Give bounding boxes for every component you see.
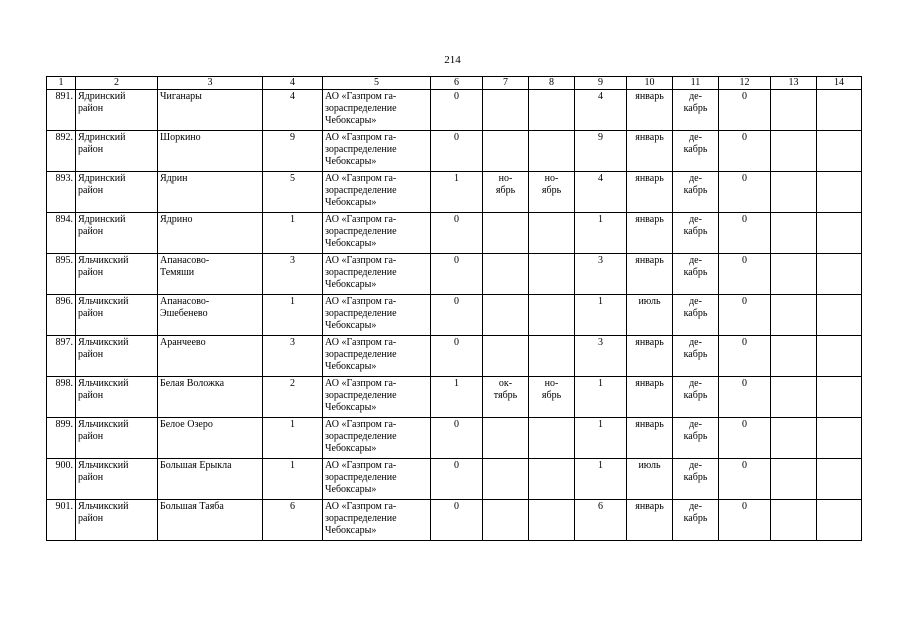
locality-cell-line: Большая Ерыкла <box>160 460 232 471</box>
col8-cell-line: но- <box>544 173 559 184</box>
col13-cell <box>771 418 817 459</box>
organization-cell-line: Чебоксары» <box>325 484 377 495</box>
col11-cell <box>673 213 719 254</box>
col11-cell-line: кабрь <box>683 308 708 319</box>
table-row <box>47 172 862 213</box>
district-cell-line: район <box>78 185 104 196</box>
organization-cell-line: зораспределение <box>325 144 397 155</box>
col9-cell: 4 <box>575 172 627 213</box>
page-number: 214 <box>444 54 461 66</box>
locality-cell <box>158 295 263 336</box>
col10-cell: июль <box>627 459 673 500</box>
locality-cell <box>158 377 263 418</box>
col11-cell-line: кабрь <box>683 513 708 524</box>
col7-cell <box>483 418 529 459</box>
column-header-5: 5 <box>323 77 431 90</box>
district-cell <box>76 90 158 131</box>
col9-cell: 1 <box>575 459 627 500</box>
district-cell-line: Ядринский <box>78 173 126 184</box>
district-cell <box>76 418 158 459</box>
col14-cell <box>817 459 862 500</box>
col10-cell: июль <box>627 295 673 336</box>
count-cell: 3 <box>263 336 323 377</box>
col11-cell <box>673 172 719 213</box>
col6-cell: 0 <box>431 295 483 336</box>
col11-cell <box>673 254 719 295</box>
organization-cell <box>323 131 431 172</box>
district-cell <box>76 131 158 172</box>
col11-cell-line: де- <box>689 91 702 102</box>
district-cell <box>76 500 158 541</box>
organization-cell-line: Чебоксары» <box>325 115 377 126</box>
row-number: 898. <box>47 377 76 418</box>
col8-cell <box>529 459 575 500</box>
col11-cell <box>673 418 719 459</box>
col9-cell: 3 <box>575 336 627 377</box>
district-cell <box>76 377 158 418</box>
locality-cell-line: Аранчеево <box>160 337 206 348</box>
district-cell-line: район <box>78 103 104 114</box>
organization-cell-line: Чебоксары» <box>325 525 377 536</box>
locality-cell-line: Темяши <box>160 267 195 278</box>
count-cell: 1 <box>263 418 323 459</box>
count-cell: 4 <box>263 90 323 131</box>
row-number: 891. <box>47 90 76 131</box>
col12-cell: 0 <box>719 336 771 377</box>
col12-cell: 0 <box>719 172 771 213</box>
district-cell <box>76 459 158 500</box>
col8-cell <box>529 172 575 213</box>
district-cell-line: район <box>78 144 104 155</box>
col6-cell: 0 <box>431 213 483 254</box>
col12-cell: 0 <box>719 254 771 295</box>
col13-cell <box>771 377 817 418</box>
locality-cell-line: Ядрин <box>160 173 188 184</box>
locality-cell <box>158 418 263 459</box>
district-cell-line: район <box>78 390 104 401</box>
locality-cell <box>158 500 263 541</box>
district-cell-line: район <box>78 267 104 278</box>
col10-cell: январь <box>627 336 673 377</box>
column-header-13: 13 <box>771 77 817 90</box>
locality-cell <box>158 254 263 295</box>
col8-cell-line: ябрь <box>541 390 562 401</box>
col7-cell-line: но- <box>498 173 513 184</box>
col12-cell: 0 <box>719 213 771 254</box>
count-cell: 3 <box>263 254 323 295</box>
col11-cell-line: кабрь <box>683 390 708 401</box>
organization-cell <box>323 254 431 295</box>
col12-cell: 0 <box>719 90 771 131</box>
column-header-8: 8 <box>529 77 575 90</box>
col11-cell <box>673 459 719 500</box>
organization-cell-line: АО «Газпром га- <box>325 255 397 266</box>
district-cell-line: район <box>78 472 104 483</box>
col6-cell: 0 <box>431 418 483 459</box>
organization-cell-line: зораспределение <box>325 472 397 483</box>
column-header-11: 11 <box>673 77 719 90</box>
column-header-2: 2 <box>76 77 158 90</box>
header-row <box>47 77 862 90</box>
col9-cell: 4 <box>575 90 627 131</box>
organization-cell-line: АО «Газпром га- <box>325 173 397 184</box>
organization-cell-line: АО «Газпром га- <box>325 501 397 512</box>
col12-cell: 0 <box>719 500 771 541</box>
col7-cell-line: ок- <box>498 378 513 389</box>
col14-cell <box>817 131 862 172</box>
col6-cell: 0 <box>431 131 483 172</box>
row-number: 892. <box>47 131 76 172</box>
organization-cell-line: зораспределение <box>325 267 397 278</box>
organization-cell <box>323 418 431 459</box>
col10-cell: январь <box>627 418 673 459</box>
col10-cell: январь <box>627 131 673 172</box>
organization-cell-line: Чебоксары» <box>325 279 377 290</box>
col7-cell <box>483 213 529 254</box>
row-number: 897. <box>47 336 76 377</box>
col10-cell: январь <box>627 500 673 541</box>
col8-cell-line: но- <box>544 378 559 389</box>
col7-cell-line: тябрь <box>493 390 518 401</box>
col12-cell: 0 <box>719 459 771 500</box>
table-row <box>47 254 862 295</box>
district-cell <box>76 172 158 213</box>
district-cell-line: район <box>78 308 104 319</box>
locality-cell <box>158 336 263 377</box>
col8-cell <box>529 336 575 377</box>
col9-cell: 6 <box>575 500 627 541</box>
col13-cell <box>771 90 817 131</box>
col7-cell <box>483 90 529 131</box>
district-cell <box>76 254 158 295</box>
col14-cell <box>817 500 862 541</box>
organization-cell-line: АО «Газпром га- <box>325 419 397 430</box>
organization-cell-line: зораспределение <box>325 349 397 360</box>
organization-cell-line: Чебоксары» <box>325 320 377 331</box>
organization-cell <box>323 213 431 254</box>
row-number: 894. <box>47 213 76 254</box>
col7-cell <box>483 172 529 213</box>
col12-cell: 0 <box>719 131 771 172</box>
col7-cell <box>483 377 529 418</box>
locality-cell-line: Чиганары <box>160 91 202 102</box>
locality-cell-line: Белое Озеро <box>160 419 213 430</box>
organization-cell <box>323 459 431 500</box>
col6-cell: 0 <box>431 90 483 131</box>
col9-cell: 3 <box>575 254 627 295</box>
district-cell-line: район <box>78 513 104 524</box>
district-cell-line: Яльчикский <box>78 255 129 266</box>
locality-cell <box>158 459 263 500</box>
col6-cell: 0 <box>431 254 483 295</box>
col7-cell <box>483 254 529 295</box>
organization-cell-line: Чебоксары» <box>325 238 377 249</box>
organization-cell-line: зораспределение <box>325 185 397 196</box>
locality-cell-line: Белая Воложка <box>160 378 225 389</box>
column-header-1: 1 <box>47 77 76 90</box>
district-cell-line: Яльчикский <box>78 501 129 512</box>
col11-cell-line: кабрь <box>683 267 708 278</box>
locality-cell-line: Ядрино <box>160 214 193 225</box>
col13-cell <box>771 459 817 500</box>
locality-cell-line: Эшебенево <box>160 308 208 319</box>
organization-cell-line: зораспределение <box>325 390 397 401</box>
locality-cell <box>158 131 263 172</box>
row-number: 900. <box>47 459 76 500</box>
district-cell-line: Яльчикский <box>78 460 129 471</box>
col12-cell: 0 <box>719 377 771 418</box>
organization-cell <box>323 90 431 131</box>
organization-cell <box>323 172 431 213</box>
col6-cell: 0 <box>431 336 483 377</box>
table-row <box>47 213 862 254</box>
table-row <box>47 500 862 541</box>
col6-cell: 0 <box>431 459 483 500</box>
col6-cell: 1 <box>431 377 483 418</box>
col13-cell <box>771 172 817 213</box>
count-cell: 9 <box>263 131 323 172</box>
col8-cell <box>529 377 575 418</box>
col14-cell <box>817 172 862 213</box>
col11-cell-line: де- <box>689 255 702 266</box>
col8-cell <box>529 90 575 131</box>
col7-cell <box>483 295 529 336</box>
row-number: 901. <box>47 500 76 541</box>
col9-cell: 1 <box>575 295 627 336</box>
column-header-14: 14 <box>817 77 862 90</box>
data-table <box>46 76 862 541</box>
col11-cell-line: де- <box>689 296 702 307</box>
locality-cell <box>158 213 263 254</box>
organization-cell-line: АО «Газпром га- <box>325 378 397 389</box>
col11-cell-line: кабрь <box>683 144 708 155</box>
col10-cell: январь <box>627 172 673 213</box>
organization-cell-line: АО «Газпром га- <box>325 91 397 102</box>
organization-cell-line: Чебоксары» <box>325 361 377 372</box>
district-cell-line: Яльчикский <box>78 337 129 348</box>
col13-cell <box>771 131 817 172</box>
col11-cell <box>673 377 719 418</box>
count-cell: 1 <box>263 213 323 254</box>
district-cell-line: Ядринский <box>78 214 126 225</box>
column-header-6: 6 <box>431 77 483 90</box>
col8-cell <box>529 254 575 295</box>
col8-cell <box>529 418 575 459</box>
district-cell-line: Ядринский <box>78 91 126 102</box>
row-number: 895. <box>47 254 76 295</box>
district-cell-line: Яльчикский <box>78 296 129 307</box>
locality-cell-line: Шоркино <box>160 132 201 143</box>
count-cell: 2 <box>263 377 323 418</box>
row-number: 896. <box>47 295 76 336</box>
organization-cell-line: зораспределение <box>325 431 397 442</box>
col11-cell <box>673 131 719 172</box>
organization-cell-line: Чебоксары» <box>325 402 377 413</box>
district-cell-line: район <box>78 349 104 360</box>
col11-cell <box>673 90 719 131</box>
table-row <box>47 90 862 131</box>
table-body <box>47 90 862 541</box>
table-row <box>47 336 862 377</box>
col14-cell <box>817 254 862 295</box>
col8-cell-line: ябрь <box>541 185 562 196</box>
col11-cell <box>673 295 719 336</box>
organization-cell-line: зораспределение <box>325 513 397 524</box>
locality-cell-line: Апанасово- <box>160 255 210 266</box>
col11-cell-line: де- <box>689 214 702 225</box>
row-number: 899. <box>47 418 76 459</box>
col11-cell <box>673 336 719 377</box>
col14-cell <box>817 336 862 377</box>
column-header-3: 3 <box>158 77 263 90</box>
organization-cell-line: зораспределение <box>325 103 397 114</box>
district-cell <box>76 336 158 377</box>
locality-cell <box>158 172 263 213</box>
locality-cell-line: Апанасово- <box>160 296 210 307</box>
col14-cell <box>817 295 862 336</box>
col7-cell <box>483 131 529 172</box>
col13-cell <box>771 254 817 295</box>
locality-cell-line: Большая Таяба <box>160 501 224 512</box>
col11-cell-line: кабрь <box>683 349 708 360</box>
col14-cell <box>817 213 862 254</box>
col8-cell <box>529 213 575 254</box>
col9-cell: 9 <box>575 131 627 172</box>
col11-cell-line: де- <box>689 378 702 389</box>
organization-cell <box>323 377 431 418</box>
row-number: 893. <box>47 172 76 213</box>
organization-cell-line: АО «Газпром га- <box>325 296 397 307</box>
count-cell: 1 <box>263 459 323 500</box>
col13-cell <box>771 336 817 377</box>
col8-cell <box>529 131 575 172</box>
organization-cell-line: Чебоксары» <box>325 443 377 454</box>
district-cell-line: Ядринский <box>78 132 126 143</box>
col11-cell-line: де- <box>689 173 702 184</box>
col6-cell: 0 <box>431 500 483 541</box>
district-cell-line: район <box>78 226 104 237</box>
col14-cell <box>817 377 862 418</box>
column-header-4: 4 <box>263 77 323 90</box>
col11-cell <box>673 500 719 541</box>
col11-cell-line: кабрь <box>683 431 708 442</box>
table-row <box>47 377 862 418</box>
col14-cell <box>817 418 862 459</box>
col10-cell: январь <box>627 90 673 131</box>
organization-cell-line: Чебоксары» <box>325 156 377 167</box>
col10-cell: январь <box>627 213 673 254</box>
col13-cell <box>771 500 817 541</box>
organization-cell-line: АО «Газпром га- <box>325 214 397 225</box>
col13-cell <box>771 295 817 336</box>
district-cell <box>76 213 158 254</box>
district-cell-line: Яльчикский <box>78 419 129 430</box>
table-row <box>47 295 862 336</box>
col7-cell <box>483 336 529 377</box>
col7-cell <box>483 459 529 500</box>
district-cell <box>76 295 158 336</box>
organization-cell-line: зораспределение <box>325 226 397 237</box>
district-cell-line: район <box>78 431 104 442</box>
locality-cell <box>158 90 263 131</box>
col12-cell: 0 <box>719 418 771 459</box>
table-row <box>47 131 862 172</box>
table-row <box>47 418 862 459</box>
col11-cell-line: де- <box>689 132 702 143</box>
col9-cell: 1 <box>575 213 627 254</box>
col8-cell <box>529 295 575 336</box>
col10-cell: январь <box>627 377 673 418</box>
organization-cell-line: АО «Газпром га- <box>325 337 397 348</box>
col11-cell-line: кабрь <box>683 185 708 196</box>
count-cell: 5 <box>263 172 323 213</box>
col9-cell: 1 <box>575 377 627 418</box>
col13-cell <box>771 213 817 254</box>
column-header-7: 7 <box>483 77 529 90</box>
col14-cell <box>817 90 862 131</box>
column-header-12: 12 <box>719 77 771 90</box>
col11-cell-line: де- <box>689 501 702 512</box>
col9-cell: 1 <box>575 418 627 459</box>
col11-cell-line: де- <box>689 337 702 348</box>
col11-cell-line: кабрь <box>683 226 708 237</box>
organization-cell-line: зораспределение <box>325 308 397 319</box>
col11-cell-line: де- <box>689 419 702 430</box>
col11-cell-line: де- <box>689 460 702 471</box>
col11-cell-line: кабрь <box>683 103 708 114</box>
column-header-10: 10 <box>627 77 673 90</box>
count-cell: 1 <box>263 295 323 336</box>
col6-cell: 1 <box>431 172 483 213</box>
column-header-9: 9 <box>575 77 627 90</box>
col7-cell-line: ябрь <box>495 185 516 196</box>
organization-cell <box>323 336 431 377</box>
organization-cell-line: АО «Газпром га- <box>325 132 397 143</box>
count-cell: 6 <box>263 500 323 541</box>
organization-cell <box>323 295 431 336</box>
district-cell-line: Яльчикский <box>78 378 129 389</box>
table-row <box>47 459 862 500</box>
col12-cell: 0 <box>719 295 771 336</box>
col8-cell <box>529 500 575 541</box>
organization-cell <box>323 500 431 541</box>
col7-cell <box>483 500 529 541</box>
organization-cell-line: АО «Газпром га- <box>325 460 397 471</box>
col10-cell: январь <box>627 254 673 295</box>
col11-cell-line: кабрь <box>683 472 708 483</box>
organization-cell-line: Чебоксары» <box>325 197 377 208</box>
